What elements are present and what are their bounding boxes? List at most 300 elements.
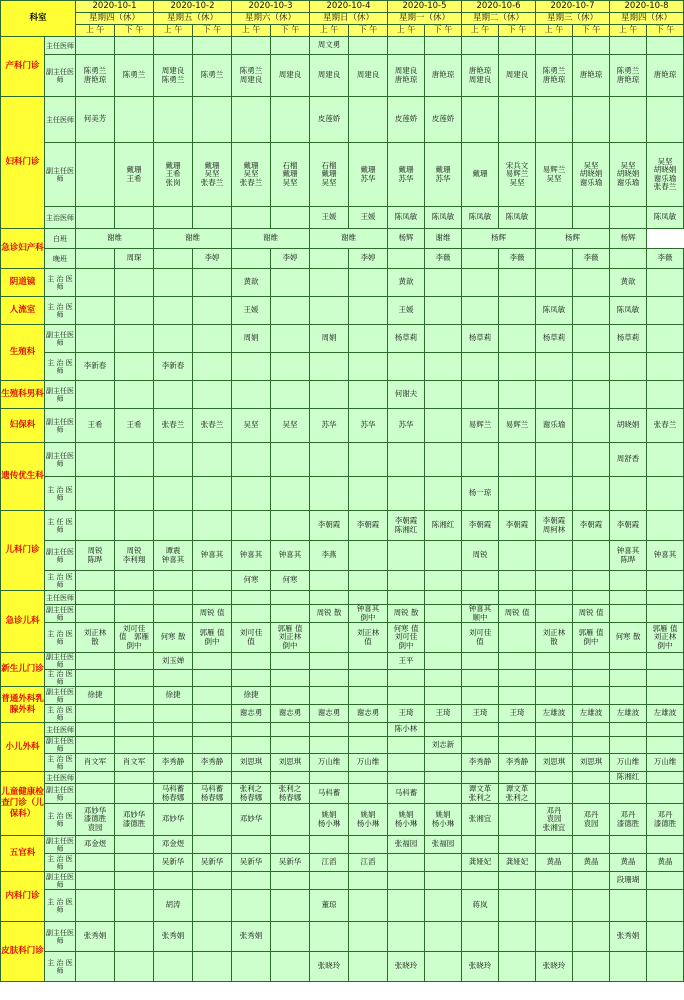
shift-cell: 徐捷 (76, 687, 115, 705)
shift-cell: 陈勇兰 唐艳琼 (610, 55, 647, 97)
shift-cell (76, 37, 115, 55)
header-am: 上 午 (76, 25, 115, 37)
shift-cell: 陈勇兰 周建良 (232, 55, 271, 97)
department-name: 急诊妇产科 (1, 229, 45, 269)
shift-cell (610, 737, 647, 754)
shift-cell (647, 890, 684, 922)
shift-cell (154, 325, 193, 353)
shift-cell: 何寒 散 (154, 623, 193, 653)
shift-cell (499, 297, 536, 325)
doctor-role: 副主任医师 (46, 737, 74, 753)
shift-cell (271, 297, 310, 325)
department-name: 生殖科男科 (1, 381, 45, 409)
shift-cell: 李朝霞 (573, 511, 610, 541)
shift-cell (271, 772, 310, 784)
shift-cell (271, 477, 310, 511)
shift-cell: 李新春 (154, 353, 193, 381)
doctor-role: 副主任医师 (45, 325, 76, 353)
shift-cell (310, 723, 349, 737)
shift-cell (573, 723, 610, 737)
shift-cell (388, 541, 425, 571)
shift-cell: 谢乐瑜 (536, 409, 573, 443)
shift-cell (388, 922, 425, 952)
shift-cell: 郭雁 值 刘正林 倒中 (271, 623, 310, 653)
shift-cell: 吴新华 (232, 854, 271, 872)
shift-cell: 张秀娟 (232, 922, 271, 952)
shift-cell: 周锐 散 (310, 605, 349, 623)
shift-cell (154, 443, 193, 477)
doctor-role: 副主任医师 (46, 605, 74, 622)
shift-cell (76, 249, 115, 269)
shift-cell: 李婷 (349, 249, 388, 269)
shift-cell (499, 325, 536, 353)
shift-cell (573, 772, 610, 784)
schedule-row (1, 511, 684, 541)
shift-cell: 周舒香 (610, 443, 647, 477)
schedule-row (1, 381, 684, 409)
shift-cell: 江滔 (310, 854, 349, 872)
shift-cell: 姚娟 杨小琳 (388, 804, 425, 836)
header-date: 2020-10-1 (76, 1, 154, 13)
doctor-role: 副主任医师 (45, 922, 76, 952)
shift-cell (573, 297, 610, 325)
schedule-row (1, 784, 684, 804)
shift-cell (388, 890, 425, 922)
shift-cell (499, 890, 536, 922)
shift-cell (573, 571, 610, 591)
shift-cell (536, 772, 573, 784)
shift-cell (610, 591, 647, 605)
shift-cell: 谢维 (76, 229, 154, 249)
shift-cell: 易辉兰 (499, 409, 536, 443)
shift-cell: 戴珊 吴坚 张春兰 (193, 143, 232, 207)
shift-cell (425, 381, 462, 409)
shift-cell: 张春兰 (193, 409, 232, 443)
shift-cell: 李婷 (193, 249, 232, 269)
shift-cell (462, 571, 499, 591)
shift-cell: 谢维 (154, 229, 232, 249)
shift-cell (573, 872, 610, 890)
shift-cell: 郭雁 值 倒中 (573, 623, 610, 653)
shift-cell (232, 952, 271, 982)
shift-cell (499, 37, 536, 55)
shift-cell (536, 723, 573, 737)
shift-cell: 王琦 (462, 705, 499, 723)
shift-cell: 张晓玲 (388, 952, 425, 982)
shift-cell (536, 836, 573, 854)
header-pm: 下 午 (425, 25, 462, 37)
shift-cell: 杨辉 (536, 229, 610, 249)
header-weekday: 星期四（休） (76, 13, 154, 25)
shift-cell: 张秀娟 (76, 922, 115, 952)
shift-cell (462, 381, 499, 409)
shift-cell (647, 737, 684, 754)
shift-cell (115, 784, 154, 804)
shift-cell (310, 269, 349, 297)
shift-cell (154, 705, 193, 723)
shift-cell (647, 591, 684, 605)
schedule-row (1, 409, 684, 443)
shift-cell: 刘正林 散 (76, 623, 115, 653)
header-date: 2020-10-6 (462, 1, 536, 13)
shift-cell (193, 37, 232, 55)
shift-cell (425, 687, 462, 705)
shift-cell (271, 723, 310, 737)
shift-cell (573, 409, 610, 443)
shift-cell: 李秀静 (154, 754, 193, 772)
shift-cell (573, 890, 610, 922)
doctor-role: 主 治 医 师 (45, 705, 76, 723)
schedule-row (1, 854, 684, 872)
shift-cell: 周锐 陈晔 (76, 541, 115, 571)
schedule-row (1, 353, 684, 381)
shift-cell: 邓妙华 (154, 804, 193, 836)
header-weekday: 星期四（休） (610, 13, 684, 25)
shift-cell (271, 325, 310, 353)
shift-cell (349, 269, 388, 297)
shift-cell (573, 97, 610, 143)
shift-cell (349, 687, 388, 705)
shift-cell: 黄晶 (536, 854, 573, 872)
shift-cell: 王媛 (388, 297, 425, 325)
shift-cell (388, 353, 425, 381)
shift-cell: 周锐 值 (193, 605, 232, 623)
shift-cell (425, 297, 462, 325)
shift-cell (154, 772, 193, 784)
shift-cell (573, 737, 610, 754)
header-weekday: 星期一（休） (388, 13, 462, 25)
shift-cell: 郭雁 值 倒中 (193, 623, 232, 653)
header-weekday: 星期六（休） (232, 13, 310, 25)
shift-cell (499, 591, 536, 605)
shift-cell (499, 836, 536, 854)
schedule-row (1, 623, 684, 653)
shift-cell (425, 325, 462, 353)
shift-cell: 何寒 散 (610, 623, 647, 653)
shift-cell: 张湘宜 (462, 804, 499, 836)
shift-cell (271, 890, 310, 922)
shift-cell: 王琦 (499, 705, 536, 723)
shift-cell (193, 207, 232, 229)
shift-cell: 张春兰 (647, 409, 684, 443)
shift-cell (193, 381, 232, 409)
shift-cell: 吴坚 (271, 409, 310, 443)
shift-cell: 黄歆 (610, 269, 647, 297)
shift-cell (310, 381, 349, 409)
shift-cell: 杨辉 (462, 229, 536, 249)
shift-cell (310, 653, 349, 670)
schedule-row (1, 143, 684, 207)
shift-cell: 谢志勇 (232, 705, 271, 723)
shift-cell: 王希 (76, 409, 115, 443)
shift-cell (499, 872, 536, 890)
shift-cell (573, 381, 610, 409)
shift-cell (193, 653, 232, 670)
shift-cell (647, 723, 684, 737)
shift-cell (499, 269, 536, 297)
shift-cell: 杨草莉 (610, 325, 647, 353)
shift-cell: 徐捷 (232, 687, 271, 705)
shift-cell (462, 297, 499, 325)
shift-cell (232, 653, 271, 670)
shift-cell (115, 297, 154, 325)
shift-cell (193, 890, 232, 922)
shift-cell: 王希 (115, 409, 154, 443)
shift-cell (499, 653, 536, 670)
shift-cell (536, 571, 573, 591)
shift-cell (271, 737, 310, 754)
shift-cell: 徐捷 (154, 687, 193, 705)
shift-cell (499, 670, 536, 687)
shift-cell: 姚娟 杨小琳 (425, 804, 462, 836)
doctor-role: 主任医师 (45, 37, 76, 55)
header-pm: 下 午 (349, 25, 388, 37)
shift-cell (647, 922, 684, 952)
shift-cell: 陈勇兰 (193, 55, 232, 97)
shift-cell (536, 443, 573, 477)
shift-cell (76, 890, 115, 922)
header-pm: 下 午 (499, 25, 536, 37)
shift-cell (76, 854, 115, 872)
shift-cell: 肖文军 (115, 754, 154, 772)
shift-cell (425, 890, 462, 922)
shift-cell: 钟喜其 (647, 541, 684, 571)
schedule-row (1, 836, 684, 854)
shift-cell: 钟喜其 (271, 541, 310, 571)
department-name: 儿童健康检查门诊（儿保科） (1, 772, 45, 836)
shift-cell (499, 381, 536, 409)
shift-cell (310, 623, 349, 653)
department-name: 遗传优生科 (1, 443, 45, 511)
shift-cell (499, 922, 536, 952)
shift-cell (154, 249, 193, 269)
header-date: 2020-10-3 (232, 1, 310, 13)
schedule-row (1, 541, 684, 571)
shift-cell (573, 37, 610, 55)
shift-cell: 郭雁 值 刘正林 倒中 (647, 623, 684, 653)
shift-cell (499, 804, 536, 836)
shift-cell (499, 541, 536, 571)
shift-cell (536, 97, 573, 143)
shift-cell (499, 952, 536, 982)
shift-cell: 杨草莉 (462, 325, 499, 353)
shift-cell (193, 952, 232, 982)
shift-cell (425, 623, 462, 653)
shift-cell: 陈凤敏 (388, 207, 425, 229)
shift-cell: 皮莲娇 (425, 97, 462, 143)
header-date: 2020-10-4 (310, 1, 388, 13)
shift-cell (193, 804, 232, 836)
shift-cell: 王平 (388, 653, 425, 670)
shift-cell: 唐艳琼 (573, 55, 610, 97)
shift-cell (499, 723, 536, 737)
shift-cell (154, 511, 193, 541)
shift-cell (271, 591, 310, 605)
shift-cell: 黄歆 (388, 269, 425, 297)
shift-cell (193, 443, 232, 477)
shift-cell (115, 952, 154, 982)
shift-cell: 姚娟 杨小琳 (310, 804, 349, 836)
shift-cell: 周娟 (310, 325, 349, 353)
shift-cell (573, 443, 610, 477)
shift-cell (232, 249, 271, 269)
shift-cell (76, 670, 115, 687)
shift-cell (388, 854, 425, 872)
shift-cell (610, 952, 647, 982)
shift-cell (271, 381, 310, 409)
shift-cell: 谢志勇 (310, 705, 349, 723)
shift-cell (388, 571, 425, 591)
shift-cell: 谢维 (232, 229, 310, 249)
shift-cell (462, 670, 499, 687)
shift-cell: 张晓玲 (310, 952, 349, 982)
shift-cell (115, 854, 154, 872)
shift-cell (647, 37, 684, 55)
header-date: 2020-10-8 (610, 1, 684, 13)
shift-cell (76, 381, 115, 409)
shift-cell: 钟喜其 顺中 (462, 605, 499, 623)
shift-cell (610, 784, 647, 804)
shift-cell: 吴坚 胡晓娟 谢乐瑜 (610, 143, 647, 207)
shift-cell: 陈小林 (388, 723, 425, 737)
shift-cell: 刘正林 散 (536, 623, 573, 653)
shift-cell: 陈勇兰 (115, 55, 154, 97)
shift-cell (349, 890, 388, 922)
shift-cell (349, 381, 388, 409)
shift-cell (425, 443, 462, 477)
shift-cell (232, 477, 271, 511)
shift-cell: 邓丹 漆德胜 (647, 804, 684, 836)
doctor-role: 主 治 医 师 (45, 804, 76, 836)
shift-cell (76, 207, 115, 229)
department-name: 妇科门诊 (1, 97, 45, 229)
shift-cell (536, 249, 573, 269)
shift-cell: 胡涛 (154, 890, 193, 922)
shift-cell (425, 477, 462, 511)
shift-cell (232, 207, 271, 229)
shift-cell: 刘可佳 值 郭雁 倒中 (115, 623, 154, 653)
schedule-row (1, 37, 684, 55)
shift-cell (647, 952, 684, 982)
header-am: 上 午 (536, 25, 573, 37)
shift-cell (154, 872, 193, 890)
shift-cell (499, 571, 536, 591)
shift-cell: 吴新华 (154, 854, 193, 872)
shift-cell (310, 922, 349, 952)
shift-cell: 何寒 (271, 571, 310, 591)
shift-cell (193, 97, 232, 143)
shift-cell (76, 605, 115, 623)
shift-cell (271, 511, 310, 541)
shift-cell (349, 541, 388, 571)
shift-cell (76, 737, 115, 754)
shift-cell (115, 325, 154, 353)
shift-cell (310, 353, 349, 381)
header-pm: 下 午 (647, 25, 684, 37)
shift-cell (154, 381, 193, 409)
shift-cell (388, 687, 425, 705)
shift-cell (232, 737, 271, 754)
header-pm: 下 午 (271, 25, 310, 37)
shift-cell (349, 737, 388, 754)
shift-cell (647, 477, 684, 511)
shift-cell: 左雄波 (610, 705, 647, 723)
shift-cell (154, 207, 193, 229)
shift-cell (536, 890, 573, 922)
shift-cell (115, 922, 154, 952)
shift-cell: 龚娅妃 (499, 854, 536, 872)
shift-cell: 刘正林 值 (349, 623, 388, 653)
shift-cell: 钟喜其 陈晔 (610, 541, 647, 571)
doctor-role: 主 治 医 师 (45, 890, 76, 922)
shift-cell (76, 477, 115, 511)
shift-cell (271, 670, 310, 687)
department-name: 内科门诊 (1, 872, 45, 922)
shift-cell (115, 591, 154, 605)
shift-cell (193, 670, 232, 687)
doctor-role: 副主任医师 (46, 872, 74, 889)
department-name: 急诊儿科 (1, 591, 45, 653)
shift-cell (425, 591, 462, 605)
shift-cell (536, 737, 573, 754)
shift-cell: 李朝霞 (310, 511, 349, 541)
shift-cell (271, 605, 310, 623)
shift-cell: 戴珊 苏华 (388, 143, 425, 207)
shift-cell (610, 605, 647, 623)
shift-cell: 谭文革 张利之 (499, 784, 536, 804)
schedule-row (1, 297, 684, 325)
shift-cell (271, 836, 310, 854)
shift-cell (425, 653, 462, 670)
shift-cell: 蒋岚 (462, 890, 499, 922)
header-am: 上 午 (232, 25, 271, 37)
header-weekday: 星期五（休） (154, 13, 232, 25)
shift-cell: 周锐 散 (388, 605, 425, 623)
shift-cell (573, 784, 610, 804)
schedule-row (1, 872, 684, 890)
shift-cell (310, 443, 349, 477)
department-name: 阴道镜 (1, 269, 45, 297)
shift-cell (610, 723, 647, 737)
shift-cell (193, 737, 232, 754)
doctor-role: 副主任医师 (45, 55, 76, 97)
shift-cell: 李秀静 (499, 754, 536, 772)
shift-cell (536, 591, 573, 605)
shift-cell (115, 653, 154, 670)
schedule-row (1, 55, 684, 97)
doctor-role: 主 治 医 师 (45, 623, 76, 653)
shift-cell (310, 571, 349, 591)
shift-cell: 吴新华 (193, 854, 232, 872)
shift-cell (349, 772, 388, 784)
shift-cell (647, 269, 684, 297)
shift-cell (154, 670, 193, 687)
schedule-row (1, 772, 684, 784)
shift-cell: 周锐 李利翔 (115, 541, 154, 571)
shift-cell: 周建良 唐艳琼 (388, 55, 425, 97)
shift-cell (115, 381, 154, 409)
shift-cell: 黄歆 (232, 269, 271, 297)
shift-cell (76, 872, 115, 890)
shift-cell: 刘思琪 (536, 754, 573, 772)
shift-cell (536, 207, 573, 229)
shift-cell (647, 571, 684, 591)
shift-cell (388, 670, 425, 687)
shift-cell (349, 571, 388, 591)
shift-cell (115, 443, 154, 477)
shift-cell (647, 325, 684, 353)
doctor-role: 主任医师 (45, 97, 76, 143)
